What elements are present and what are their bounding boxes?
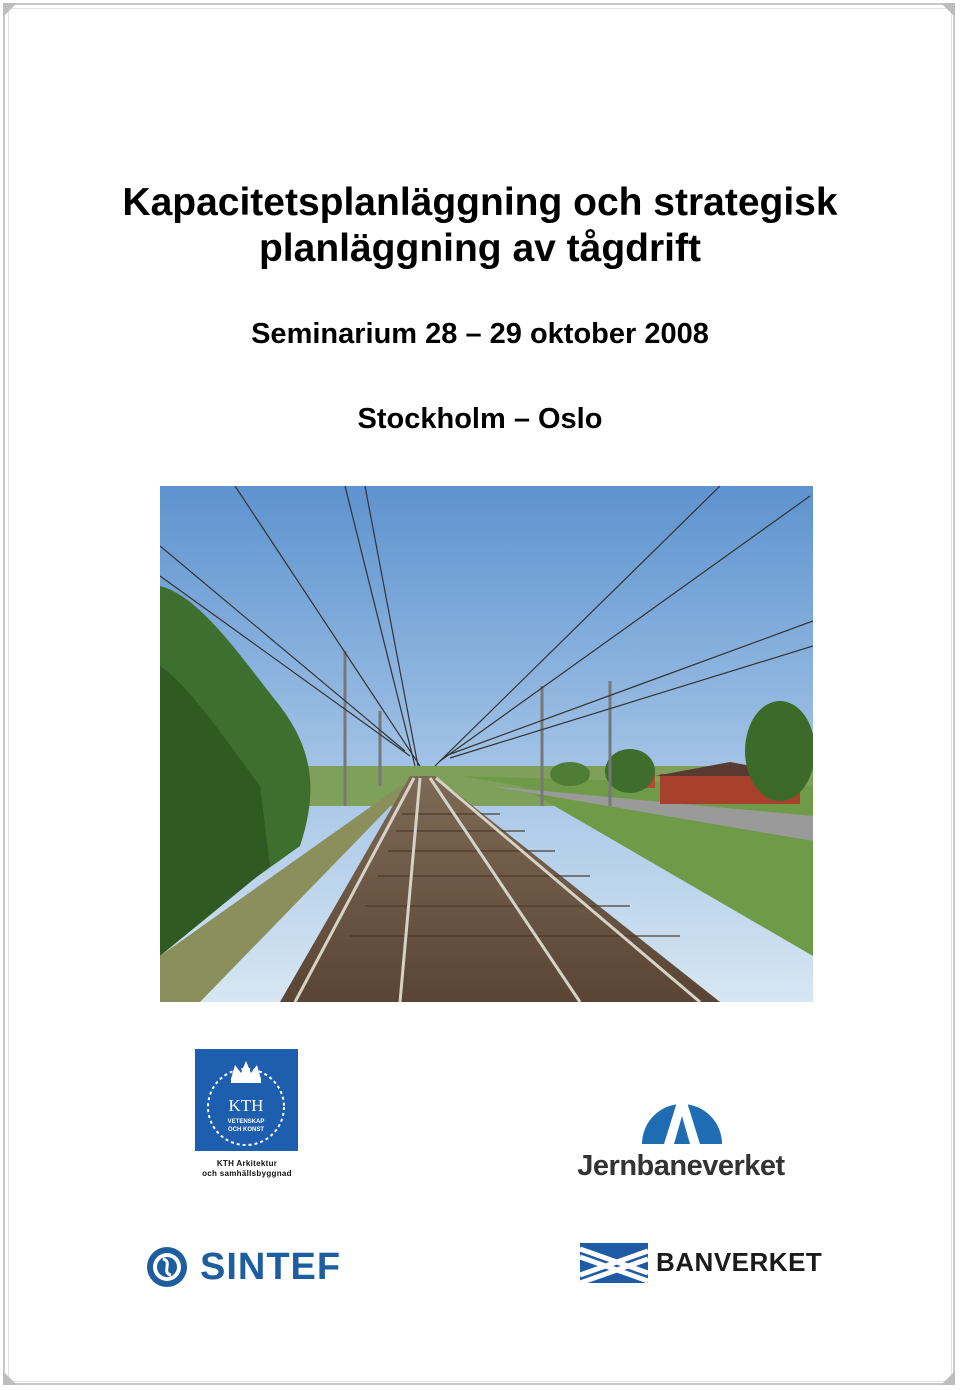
kth-caption	[186, 1159, 308, 1179]
sintef-emblem-icon	[145, 1245, 189, 1289]
banverket-logo-text: BANVERKET	[656, 1247, 823, 1277]
jernbaneverket-emblem-icon	[640, 1072, 724, 1146]
title-line-2: planläggning av tågdrift	[258, 227, 701, 270]
jernbaneverket-logo-text: Jernbaneverket	[577, 1150, 785, 1182]
seminar-location: Stockholm – Oslo	[357, 403, 603, 435]
corner-mark-top-right	[941, 3, 955, 17]
kth-logo-line1: VETENSKAP	[227, 1119, 265, 1125]
document-title	[0, 180, 960, 272]
corner-mark-bottom-left	[3, 1371, 17, 1385]
kth-logo	[195, 1049, 298, 1151]
title-line-1: Kapacitetsplanläggning och strategisk	[122, 181, 838, 224]
seminar-date: Seminarium 28 – 29 oktober 2008	[251, 318, 709, 350]
railway-tracks-photo	[160, 486, 813, 1002]
kth-caption-line1: KTH Arkitektur	[216, 1159, 278, 1168]
kth-logo-line2: OCH KONST	[228, 1127, 264, 1133]
corner-mark-bottom-right	[941, 1371, 955, 1385]
kth-caption-line2: och samhällsbyggnad	[202, 1169, 292, 1178]
kth-crown-emblem-icon	[195, 1049, 298, 1151]
sintef-logo-text: SINTEF	[200, 1246, 342, 1288]
banverket-flag-icon	[580, 1243, 648, 1283]
corner-mark-top-left	[3, 3, 17, 17]
kth-logo-name: KTH	[228, 1096, 264, 1115]
railway-photo-illustration	[160, 486, 813, 1002]
